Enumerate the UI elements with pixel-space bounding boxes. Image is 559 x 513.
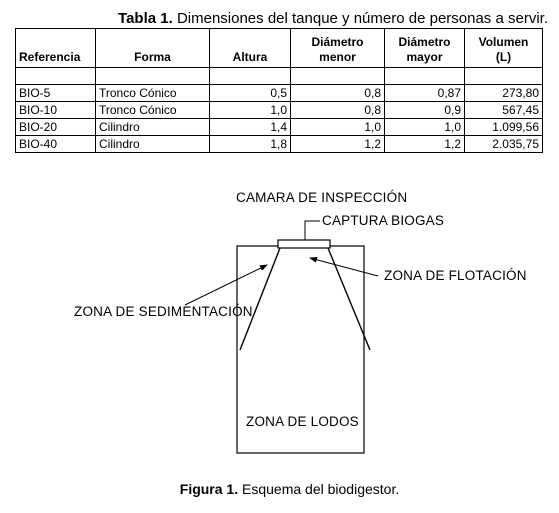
figure-caption-text: Esquema del biodigestor. — [238, 481, 400, 497]
label-zona-lodos: ZONA DE LODOS — [246, 414, 359, 429]
cell-diametro-mayor: 1,0 — [385, 119, 465, 136]
header-referencia: Referencia — [16, 29, 96, 68]
header-forma: Forma — [96, 29, 210, 68]
cell-diametro-mayor: 0,87 — [385, 85, 465, 102]
cell-referencia: BIO-10 — [16, 102, 96, 119]
table-row — [16, 85, 543, 102]
header-altura: Altura — [210, 29, 291, 68]
table-caption-label: Tabla 1. — [118, 10, 173, 27]
cell-forma: Tronco Cónico — [96, 102, 210, 119]
header-diametro-mayor: Diámetro mayor — [385, 29, 465, 68]
cell-volumen: 273,80 — [465, 85, 543, 102]
cell-diametro-menor: 1,2 — [291, 136, 385, 153]
cell-altura: 1,8 — [210, 136, 291, 153]
cell-forma: Cilindro — [96, 136, 210, 153]
cell-diametro-menor: 0,8 — [291, 102, 385, 119]
funnel-left-wall — [240, 248, 280, 350]
biogas-capture-box — [278, 240, 330, 248]
label-zona-flotacion: ZONA DE FLOTACIÓN — [384, 268, 527, 283]
cell-volumen: 567,45 — [465, 102, 543, 119]
sedimentacion-arrow — [185, 265, 267, 305]
cell-altura: 1,0 — [210, 102, 291, 119]
label-zona-sedimentacion: ZONA DE SEDIMENTACIÓN — [74, 304, 253, 319]
flotacion-arrow — [310, 258, 378, 276]
cell-diametro-mayor: 0,9 — [385, 102, 465, 119]
cell-referencia: BIO-40 — [16, 136, 96, 153]
table-caption — [0, 10, 548, 28]
header-volumen: Volumen (L) — [465, 29, 543, 68]
table-row — [16, 136, 543, 153]
header-diametro-menor: Diámetro menor — [291, 29, 385, 68]
table-header-row — [16, 29, 543, 68]
table-caption-text: Dimensiones del tanque y número de personas a servir. — [172, 10, 548, 27]
table-spacer-row — [16, 68, 543, 85]
cell-diametro-menor: 1,0 — [291, 119, 385, 136]
cell-forma: Cilindro — [96, 119, 210, 136]
biodigester-diagram — [0, 180, 559, 460]
table-row — [16, 102, 543, 119]
captura-leader-line — [305, 221, 320, 240]
cell-diametro-mayor: 1,2 — [385, 136, 465, 153]
figure-caption — [0, 480, 559, 498]
cell-volumen: 2.035,75 — [465, 136, 543, 153]
table-row — [16, 119, 543, 136]
cell-diametro-menor: 0,8 — [291, 85, 385, 102]
cell-volumen: 1.099,56 — [465, 119, 543, 136]
cell-altura: 0,5 — [210, 85, 291, 102]
label-captura-biogas: CAPTURA BIOGAS — [322, 213, 445, 228]
cell-altura: 1,4 — [210, 119, 291, 136]
cell-forma: Tronco Cónico — [96, 85, 210, 102]
label-camara-inspeccion: CAMARA DE INSPECCIÓN — [236, 190, 408, 205]
figure-caption-label: Figura 1. — [179, 481, 239, 497]
cell-referencia: BIO-20 — [16, 119, 96, 136]
cell-referencia: BIO-5 — [16, 85, 96, 102]
dimensions-table — [15, 28, 543, 153]
